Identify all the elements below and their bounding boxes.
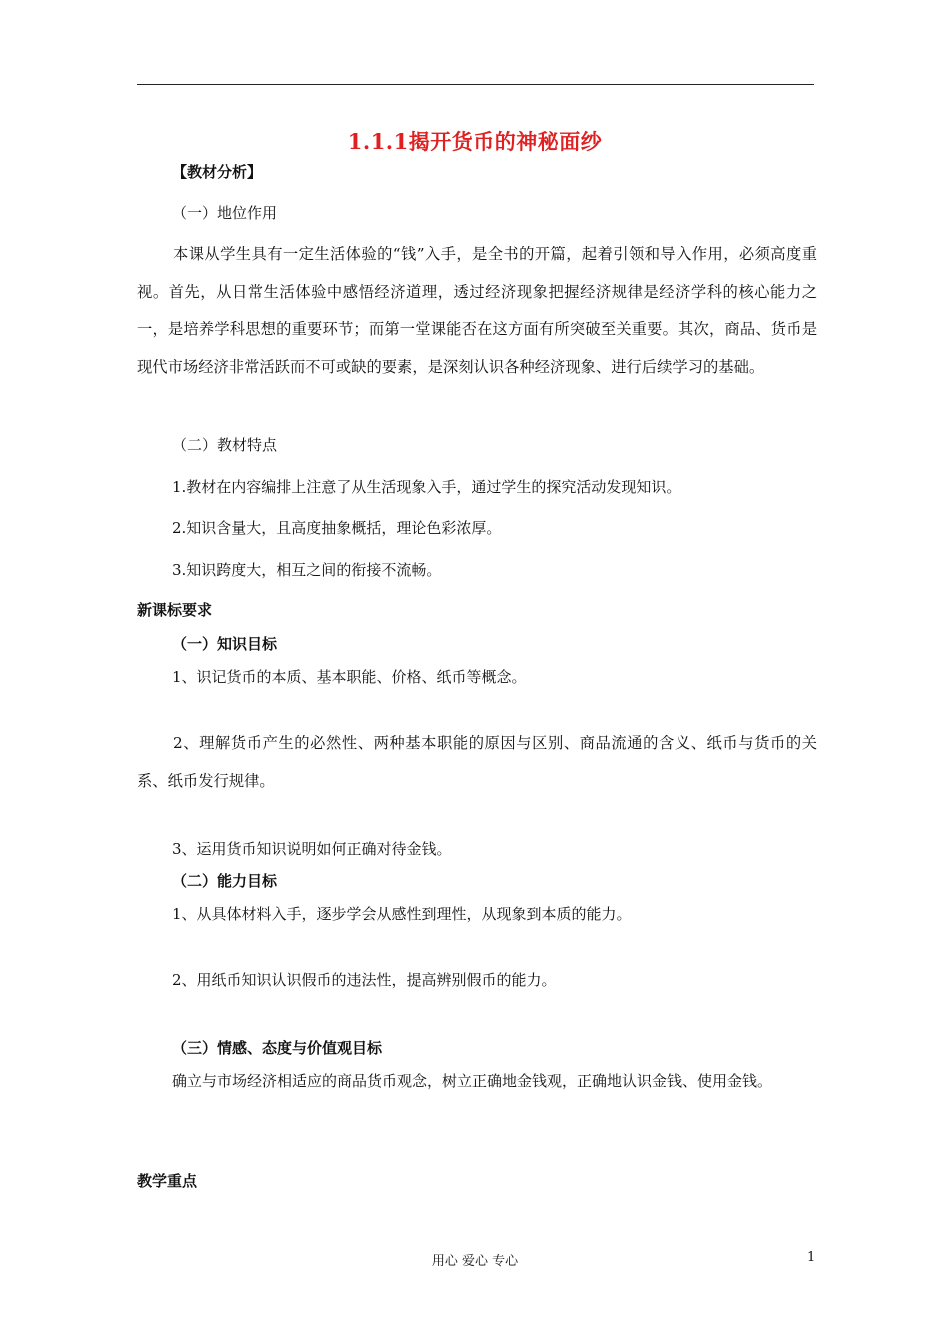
knowledge-item-1: 1、识记货币的本质、基本职能、价格、纸币等概念。 (172, 668, 527, 686)
ability-item-2: 2、用纸币知识认识假币的违法性，提高辨别假币的能力。 (172, 971, 557, 989)
knowledge-item-3: 3、运用货币知识说明如何正确对待金钱。 (172, 840, 452, 858)
feature-item-3: 3.知识跨度大，相互之间的衔接不流畅。 (172, 561, 442, 579)
footer-motto: 用心 爱心 专心 (431, 1254, 519, 1269)
subheading-role: （一）地位作用 (172, 204, 278, 222)
knowledge-item-2: 2、理解货币产生的必然性、两种基本职能的原因与区别、商品流通的含义、纸币与货币的关系、纸币发行规律。 (137, 734, 817, 790)
page-number: 1 (807, 1250, 816, 1265)
subheading-features: （二）教材特点 (172, 436, 278, 454)
header-rule (137, 84, 814, 85)
feature-item-1: 1.教材在内容编排上注意了从生活现象入手，通过学生的探究活动发现知识。 (172, 478, 682, 496)
subheading-values: （三）情感、态度与价值观目标 (172, 1039, 383, 1057)
subheading-ability: （二）能力目标 (172, 872, 278, 890)
page-title: 1.1.1揭开货币的神秘面纱 (347, 129, 603, 154)
section-heading-analysis: 【教材分析】 (172, 163, 263, 181)
ability-item-1: 1、从具体材料入手，逐步学会从感性到理性，从现象到本质的能力。 (172, 905, 632, 923)
section-heading-standards: 新课标要求 (137, 601, 213, 619)
feature-item-2: 2.知识含量大，且高度抽象概括，理论色彩浓厚。 (172, 519, 502, 537)
subheading-knowledge: （一）知识目标 (172, 635, 278, 653)
section-heading-key-points: 教学重点 (137, 1172, 198, 1190)
values-text: 确立与市场经济相适应的商品货币观念，树立正确地金钱观，正确地认识金钱、使用金钱。 (172, 1072, 773, 1090)
analysis-paragraph: 本课从学生具有一定生活体验的“钱”入手，是全书的开篇，起着引领和导入作用，必须高度重视。首先，从日常生活体验中感悟经济道理，透过经济现象把握经济规律是经济学科的核心能力之一，是培养学科思想的重要环节；而第一堂课能否在这方面有所突破至关重要。其次，商品、货币是现代市场经济非常活跃而不可或缺的要素，是深刻认识各种经济现象、进行后续学习的基础。 (137, 245, 817, 376)
